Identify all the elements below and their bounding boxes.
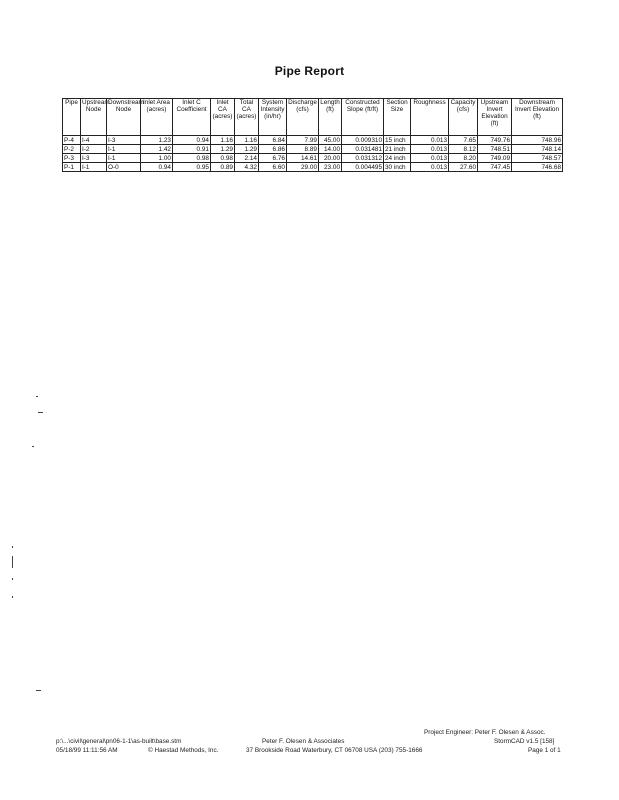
- table-cell: 0.013: [411, 145, 449, 154]
- table-cell: I-3: [107, 136, 141, 145]
- column-header: Upstream Node: [81, 99, 107, 136]
- table-row: [63, 154, 563, 163]
- table-row: [63, 136, 563, 145]
- table-cell: 749.09: [478, 154, 512, 163]
- table-cell: 6.60: [259, 163, 287, 172]
- table-cell: 20.00: [319, 154, 342, 163]
- column-header: Length (ft): [319, 99, 342, 136]
- table-cell: 24 inch: [384, 154, 411, 163]
- table-cell: 14.61: [287, 154, 319, 163]
- table-cell: 1.16: [211, 136, 235, 145]
- table-header-row: [63, 99, 563, 136]
- table-cell: 1.29: [211, 145, 235, 154]
- table-cell: 1.42: [141, 145, 173, 154]
- column-header: Upstream Invert Elevation (ft): [478, 99, 512, 136]
- table-cell: 8.12: [449, 145, 478, 154]
- table-row: [63, 163, 563, 172]
- table-cell: 0.013: [411, 136, 449, 145]
- table-cell: I-4: [81, 136, 107, 145]
- table-cell: 7.99: [287, 136, 319, 145]
- column-header: Downstream Invert Elevation (ft): [512, 99, 563, 136]
- column-header: Discharge (cfs): [287, 99, 319, 136]
- table-cell: 2.14: [235, 154, 259, 163]
- scan-mark: [36, 690, 41, 691]
- table-cell: I-1: [81, 163, 107, 172]
- table-body: [63, 136, 563, 172]
- table-cell: 0.94: [173, 136, 211, 145]
- table-cell: 0.98: [211, 154, 235, 163]
- column-header: System Intensity (in/hr): [259, 99, 287, 136]
- table-cell: 746.68: [512, 163, 563, 172]
- table-cell: 748.51: [478, 145, 512, 154]
- table-cell: 8.20: [449, 154, 478, 163]
- table-cell: 749.76: [478, 136, 512, 145]
- project-engineer-text: Project Engineer: Peter F. Olesen & Assoc.: [424, 729, 546, 736]
- table-cell: I-1: [107, 154, 141, 163]
- table-cell: 7.65: [449, 136, 478, 145]
- pipe-report-table: [62, 98, 563, 172]
- table-cell: P-4: [63, 136, 81, 145]
- scan-mark: [38, 412, 43, 413]
- table-cell: 6.84: [259, 136, 287, 145]
- table-cell: I-3: [81, 154, 107, 163]
- table-cell: 30 inch: [384, 163, 411, 172]
- table-cell: P-2: [63, 145, 81, 154]
- table-cell: 1.00: [141, 154, 173, 163]
- page-title: Pipe Report: [274, 64, 345, 78]
- table-cell: 6.76: [259, 154, 287, 163]
- column-header: Roughness: [411, 99, 449, 136]
- table-cell: 4.32: [235, 163, 259, 172]
- scan-mark: [12, 546, 13, 548]
- column-header: Pipe: [63, 99, 81, 136]
- table-cell: 21 inch: [384, 145, 411, 154]
- column-header: Constructed Slope (ft/ft): [342, 99, 384, 136]
- column-header: Inlet Area (acres): [141, 99, 173, 136]
- table-cell: 0.95: [173, 163, 211, 172]
- scan-mark: [32, 446, 34, 447]
- table-cell: 15 inch: [384, 136, 411, 145]
- table-cell: 748.14: [512, 145, 563, 154]
- table-cell: 747.45: [478, 163, 512, 172]
- company-address-text: 37 Brookside Road Waterbury, CT 06708 USA (203) 755-1666: [246, 747, 423, 754]
- table-cell: 1.16: [235, 136, 259, 145]
- company-name-text: Peter F. Olesen & Associates: [262, 738, 345, 745]
- file-path-text: p:\...\civil\general\pn06-1-1\as-built\base.stm: [56, 738, 182, 745]
- table-cell: 0.013: [411, 154, 449, 163]
- table-cell: 0.031312: [342, 154, 384, 163]
- column-header: Capacity (cfs): [449, 99, 478, 136]
- table-cell: I-2: [81, 145, 107, 154]
- table-cell: 0.009310: [342, 136, 384, 145]
- table-cell: 27.60: [449, 163, 478, 172]
- column-header: Inlet C Coefficient: [173, 99, 211, 136]
- table-cell: 0.91: [173, 145, 211, 154]
- table-cell: O-0: [107, 163, 141, 172]
- table-cell: 45.00: [319, 136, 342, 145]
- scan-mark: [12, 596, 13, 598]
- table-cell: 0.89: [211, 163, 235, 172]
- table-cell: 0.013: [411, 163, 449, 172]
- table-row: [63, 145, 563, 154]
- date-time-text: 05/18/99 11:11:56 AM: [56, 747, 118, 754]
- scan-mark: [12, 578, 13, 580]
- page-number-text: Page 1 of 1: [528, 747, 561, 754]
- scan-mark: [36, 396, 38, 397]
- table-cell: 0.98: [173, 154, 211, 163]
- column-header: Total CA (acres): [235, 99, 259, 136]
- table-cell: P-1: [63, 163, 81, 172]
- table-cell: 14.00: [319, 145, 342, 154]
- column-header: Inlet CA (acres): [211, 99, 235, 136]
- table-cell: 748.57: [512, 154, 563, 163]
- table-cell: 23.00: [319, 163, 342, 172]
- software-version-text: StormCAD v1.5 [158]: [494, 738, 555, 745]
- table-cell: I-1: [107, 145, 141, 154]
- table-cell: 748.96: [512, 136, 563, 145]
- table-cell: 1.29: [235, 145, 259, 154]
- table-cell: 8.89: [287, 145, 319, 154]
- column-header: Section Size: [384, 99, 411, 136]
- table-cell: 0.94: [141, 163, 173, 172]
- table-cell: P-3: [63, 154, 81, 163]
- table-cell: 0.031481: [342, 145, 384, 154]
- table-cell: 0.004495: [342, 163, 384, 172]
- scan-mark: [12, 556, 13, 568]
- copyright-text: © Haestad Methods, Inc.: [148, 747, 219, 754]
- column-header: Downstream Node: [107, 99, 141, 136]
- table-cell: 29.00: [287, 163, 319, 172]
- table-cell: 6.86: [259, 145, 287, 154]
- table-cell: 1.23: [141, 136, 173, 145]
